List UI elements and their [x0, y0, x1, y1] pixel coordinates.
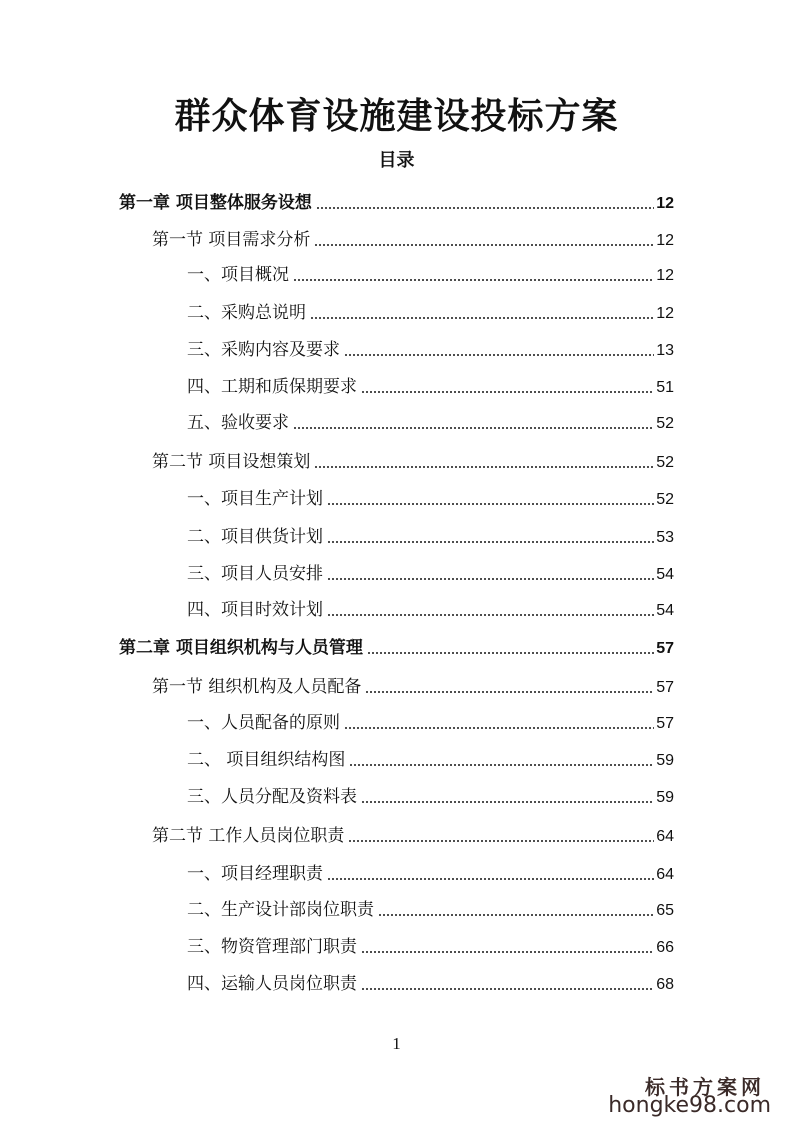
toc-entry[interactable] — [187, 890, 674, 920]
toc-entry-label: 二、采购总说明 — [187, 303, 306, 323]
toc-entry-label: 四、项目时效计划 — [187, 600, 323, 620]
toc-entry-label: 二、 项目组织结构图 — [187, 750, 346, 770]
toc-entry-label: 一、项目概况 — [187, 265, 289, 285]
toc-entry-label: 第二章 项目组织机构与人员管理 — [119, 638, 363, 658]
toc-entry-page: 13 — [656, 342, 674, 359]
toc-entry-label: 三、人员分配及资料表 — [187, 787, 357, 807]
toc-entry-label: 四、工期和质保期要求 — [187, 377, 357, 397]
toc-dot-leader — [310, 299, 654, 323]
toc-entry[interactable] — [187, 554, 674, 584]
toc-entry-page: 12 — [656, 232, 674, 249]
toc-dot-leader — [293, 261, 654, 285]
toc-dot-leader — [293, 409, 654, 433]
toc-dot-leader — [361, 970, 654, 994]
toc-dot-leader — [378, 896, 654, 920]
toc-entry-label: 第二节 项目设想策划 — [152, 452, 311, 472]
toc-dot-leader — [344, 336, 654, 360]
toc-entry-label: 第二节 工作人员岗位职责 — [152, 826, 345, 846]
toc-entry-page: 12 — [656, 267, 674, 284]
toc-entry-page: 64 — [656, 866, 674, 883]
toc-entry[interactable] — [152, 442, 674, 472]
toc-entry-page: 64 — [656, 828, 674, 845]
toc-entry-page: 59 — [656, 789, 674, 806]
toc-entry-label: 第一节 项目需求分析 — [152, 230, 311, 250]
toc-entry[interactable] — [187, 964, 674, 994]
toc-entry[interactable] — [187, 367, 674, 397]
toc-entry-label: 一、人员配备的原则 — [187, 713, 340, 733]
toc-entry[interactable] — [187, 777, 674, 807]
toc-dot-leader — [314, 448, 654, 472]
toc-dot-leader — [327, 485, 654, 509]
toc-entry[interactable] — [187, 854, 674, 884]
toc-entry-page: 54 — [656, 602, 674, 619]
toc-entry[interactable] — [119, 628, 674, 658]
toc-entry-page: 12 — [656, 195, 674, 212]
toc-dot-leader — [327, 860, 654, 884]
toc-entry-label: 三、物资管理部门职责 — [187, 937, 357, 957]
toc-entry-page: 12 — [656, 305, 674, 322]
page-number: 1 — [392, 1034, 401, 1053]
toc-dot-leader — [361, 373, 654, 397]
toc-entry-label: 四、运输人员岗位职责 — [187, 974, 357, 994]
toc-entry[interactable] — [152, 667, 674, 697]
toc-entry[interactable] — [152, 816, 674, 846]
toc-entry[interactable] — [187, 517, 674, 547]
toc-entry-label: 一、项目经理职责 — [187, 864, 323, 884]
toc-entry-page: 57 — [656, 715, 674, 732]
toc-entry-label: 三、项目人员安排 — [187, 564, 323, 584]
toc-entry-page: 52 — [656, 491, 674, 508]
toc-entry[interactable] — [187, 255, 674, 285]
toc-dot-leader — [316, 189, 654, 213]
toc-entry-page: 53 — [656, 529, 674, 546]
toc-entry-page: 59 — [656, 752, 674, 769]
toc-entry-page: 65 — [656, 902, 674, 919]
toc-entry-page: 52 — [656, 415, 674, 432]
toc-entry-label: 第一节 组织机构及人员配备 — [152, 677, 362, 697]
toc-entry-page: 52 — [656, 454, 674, 471]
toc-entry[interactable] — [187, 479, 674, 509]
toc-dot-leader — [314, 226, 654, 250]
toc-entry-page: 51 — [656, 379, 674, 396]
toc-dot-leader — [361, 783, 654, 807]
toc-entry[interactable] — [187, 927, 674, 957]
toc-entry-label: 二、项目供货计划 — [187, 527, 323, 547]
toc-entry-page: 57 — [656, 679, 674, 696]
toc-dot-leader — [327, 596, 654, 620]
toc-entry-page: 66 — [656, 939, 674, 956]
toc-entry[interactable] — [119, 183, 674, 213]
toc-entry[interactable] — [187, 740, 674, 770]
toc-dot-leader — [367, 634, 654, 658]
toc-entry[interactable] — [187, 590, 674, 620]
toc-dot-leader — [348, 822, 654, 846]
toc-entry[interactable] — [187, 403, 674, 433]
toc-dot-leader — [349, 746, 654, 770]
watermark-url: hongke98.com — [608, 1093, 771, 1118]
toc-dot-leader — [365, 673, 654, 697]
toc-entry-label: 第一章 项目整体服务设想 — [119, 193, 312, 213]
toc-dot-leader — [361, 933, 654, 957]
toc-entry[interactable] — [152, 220, 674, 250]
watermark-brand: 标书方案网 — [645, 1075, 765, 1099]
toc-dot-leader — [327, 523, 654, 547]
toc-entry[interactable] — [187, 703, 674, 733]
toc-heading: 目录 — [378, 150, 415, 171]
toc-entry[interactable] — [187, 330, 674, 360]
toc-entry[interactable] — [187, 293, 674, 323]
toc-dot-leader — [344, 709, 654, 733]
toc-entry-page: 54 — [656, 566, 674, 583]
document-title: 群众体育设施建设投标方案 — [174, 96, 619, 137]
toc-entry-label: 三、采购内容及要求 — [187, 340, 340, 360]
toc-entry-page: 57 — [656, 640, 674, 657]
toc-entry-label: 二、生产设计部岗位职责 — [187, 900, 374, 920]
toc-dot-leader — [327, 560, 654, 584]
toc-entry-label: 五、验收要求 — [187, 413, 289, 433]
toc-entry-label: 一、项目生产计划 — [187, 489, 323, 509]
toc-entry-page: 68 — [656, 976, 674, 993]
